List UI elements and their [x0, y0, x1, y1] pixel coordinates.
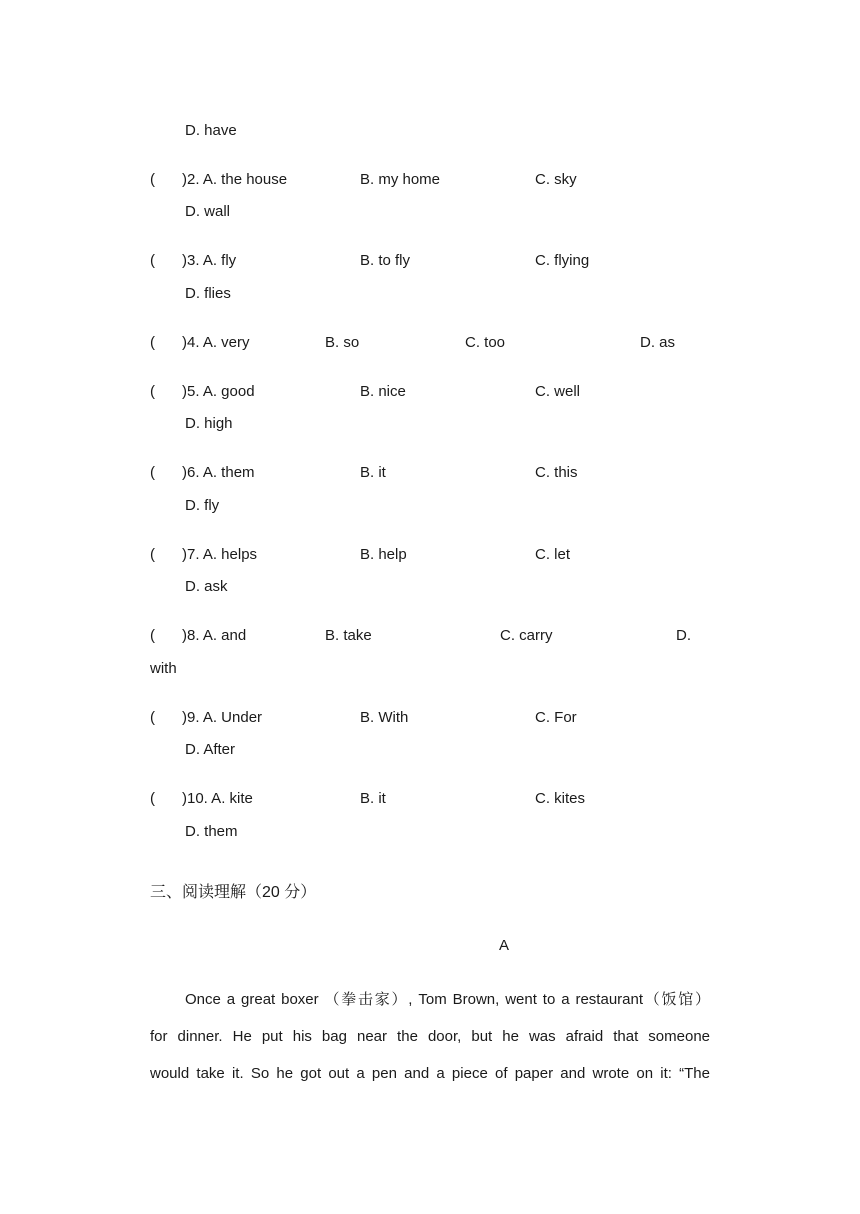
option-c: C. this: [535, 464, 578, 481]
option-d: D. as: [640, 334, 676, 351]
passage-line: would take it. So he got out a pen and a piece of paper and wrote on it: “The: [150, 1065, 710, 1082]
option-a: )10. A. kite: [182, 790, 253, 807]
option-d: D. flies: [185, 285, 231, 302]
answer-bracket: (: [150, 546, 155, 563]
answer-bracket: (: [150, 383, 155, 400]
option-c: C. let: [535, 546, 571, 563]
option-b: B. it: [360, 464, 386, 481]
option-b: B. so: [325, 334, 360, 351]
option-d: D. wall: [185, 203, 231, 220]
option-d: D. high: [185, 415, 233, 432]
option-d: D. them: [185, 823, 238, 840]
option-b: B. my home: [360, 171, 441, 188]
option-a: )4. A. very: [182, 334, 250, 351]
option-c: C. well: [535, 383, 581, 400]
option-c: C. kites: [535, 790, 586, 807]
option-a: )8. A. and: [182, 627, 247, 644]
option-d-continued: with: [150, 660, 177, 677]
option-d: D. ask: [185, 578, 228, 595]
option-a: )7. A. helps: [182, 546, 258, 563]
option-d: D. After: [185, 741, 236, 758]
option-d: D.: [676, 627, 691, 644]
option-d: D. have: [185, 122, 237, 139]
option-d: D. fly: [185, 497, 220, 514]
option-a: )5. A. good: [182, 383, 255, 400]
option-a: )3. A. fly: [182, 252, 237, 269]
answer-bracket: (: [150, 790, 155, 807]
option-c: C. flying: [535, 252, 590, 269]
answer-bracket: (: [150, 334, 155, 351]
reading-passage: [150, 981, 710, 1092]
option-b: B. With: [360, 709, 409, 726]
option-a: )6. A. them: [182, 464, 255, 481]
passage-line: for dinner. He put his bag near the door, but he was afraid that someone: [150, 1028, 710, 1045]
option-c: C. carry: [500, 627, 553, 644]
option-b: B. nice: [360, 383, 406, 400]
answer-bracket: (: [150, 464, 155, 481]
passage-label: A: [499, 937, 510, 954]
option-a: )9. A. Under: [182, 709, 263, 726]
option-c: C. sky: [535, 171, 577, 188]
option-b: B. it: [360, 790, 386, 807]
passage-line: Once a great boxer （拳击家）, Tom Brown, went to a restaurant（饭馆）: [185, 991, 710, 1008]
option-c: C. too: [465, 334, 506, 351]
option-a: )2. A. the house: [182, 171, 288, 188]
answer-bracket: (: [150, 627, 155, 644]
answer-bracket: (: [150, 171, 155, 188]
option-b: B. to fly: [360, 252, 411, 269]
option-b: B. take: [325, 627, 372, 644]
answer-bracket: (: [150, 709, 155, 726]
option-b: B. help: [360, 546, 407, 563]
option-c: C. For: [535, 709, 577, 726]
answer-bracket: (: [150, 252, 155, 269]
section-heading: 三、阅读理解（20 分）: [150, 884, 317, 901]
